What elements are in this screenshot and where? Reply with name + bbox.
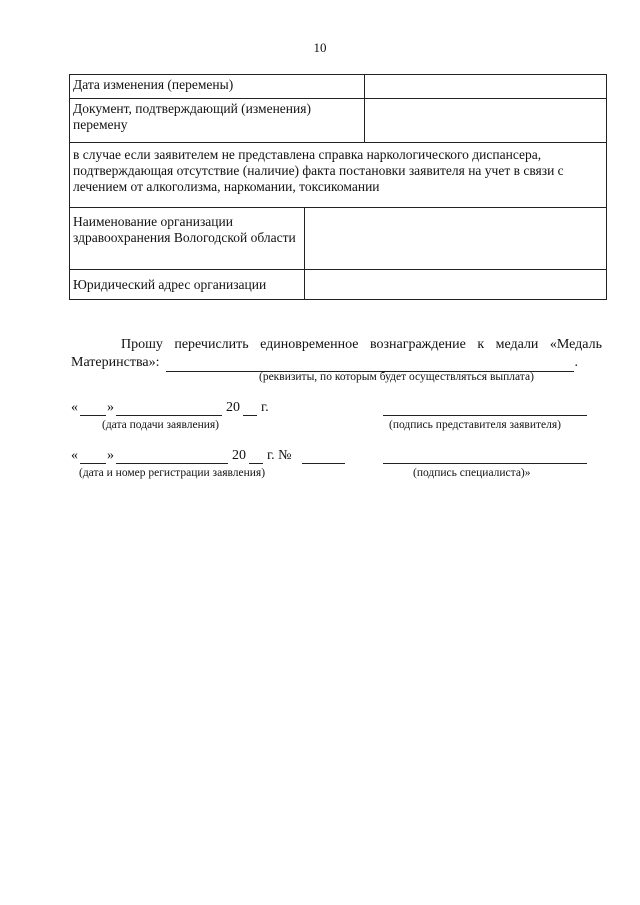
org-name-row bbox=[70, 208, 607, 270]
narcology-note: в случае если заявителем не представлена справка наркологического диспансера, подтверждающая отсутствие (наличие) факта постановки заявителя на учет в связи с лечением от алкоголизма, наркомании, токсикомании bbox=[70, 143, 607, 208]
registration-close-quote: » bbox=[107, 448, 114, 463]
org-address-row bbox=[70, 270, 607, 300]
org-name-value[interactable] bbox=[305, 208, 607, 270]
request-line-1: Прошу перечислить единовременное вознаграждение к медали «Медаль bbox=[121, 337, 602, 352]
registration-date-caption: (дата и номер регистрации заявления) bbox=[79, 467, 266, 479]
change-document-row bbox=[70, 99, 607, 143]
org-address-label: Юридический адрес организации bbox=[70, 270, 305, 300]
page-number: 10 bbox=[313, 40, 327, 55]
change-date-row bbox=[70, 75, 607, 99]
change-document-value[interactable] bbox=[365, 99, 607, 143]
org-address-value[interactable] bbox=[305, 270, 607, 300]
request-line-2-prefix: Материнства»: bbox=[71, 355, 160, 370]
representative-signature-field[interactable] bbox=[383, 415, 587, 416]
specialist-signature-caption: (подпись специалиста)» bbox=[413, 467, 531, 479]
registration-open-quote: « bbox=[71, 448, 78, 463]
specialist-signature-field[interactable] bbox=[383, 463, 587, 464]
request-line-2 bbox=[71, 354, 602, 372]
requisites-caption: (реквизиты, по которым будет осуществляться выплата) bbox=[259, 371, 534, 383]
registration-day-field[interactable] bbox=[80, 463, 106, 464]
submission-day-field[interactable] bbox=[80, 415, 106, 416]
submission-year-suffix: г. bbox=[261, 400, 269, 415]
submission-open-quote: « bbox=[71, 400, 78, 415]
requisites-field[interactable] bbox=[166, 357, 574, 372]
registration-year-field[interactable] bbox=[249, 463, 263, 464]
form-table bbox=[69, 74, 607, 300]
submission-year-prefix: 20 bbox=[226, 400, 240, 415]
submission-month-field[interactable] bbox=[116, 415, 222, 416]
registration-year-suffix: г. № bbox=[267, 448, 292, 463]
registration-month-field[interactable] bbox=[116, 463, 228, 464]
representative-signature-caption: (подпись представителя заявителя) bbox=[389, 419, 561, 431]
submission-year-field[interactable] bbox=[243, 415, 257, 416]
payment-request bbox=[71, 336, 602, 372]
submission-date-caption: (дата подачи заявления) bbox=[102, 419, 219, 431]
submission-close-quote: » bbox=[107, 400, 114, 415]
change-document-label: Документ, подтверждающий (изменения) перемену bbox=[70, 99, 365, 143]
registration-year-prefix: 20 bbox=[232, 448, 246, 463]
change-date-label: Дата изменения (перемены) bbox=[70, 75, 365, 99]
org-name-label: Наименование организации здравоохранения Вологодской области bbox=[70, 208, 305, 270]
request-line-2-suffix: . bbox=[574, 355, 578, 370]
narcology-note-row bbox=[70, 143, 607, 208]
change-date-value[interactable] bbox=[365, 75, 607, 99]
registration-number-field[interactable] bbox=[302, 463, 345, 464]
